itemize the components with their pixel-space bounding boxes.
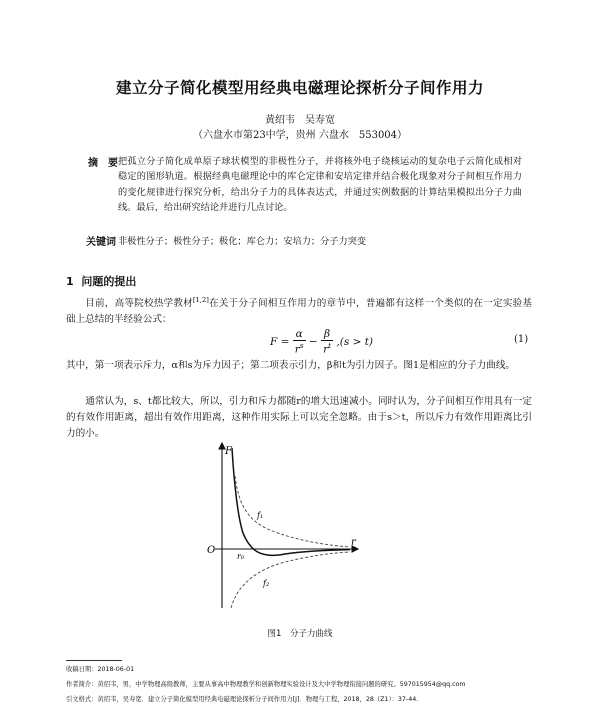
figure-caption: 图1 分子力曲线: [267, 629, 333, 639]
attractive-curve-f2: [231, 552, 350, 608]
keywords-label: 关键词: [86, 237, 116, 248]
fraction-repulsive: [293, 328, 306, 356]
numerator-alpha: α: [293, 328, 306, 341]
origin-label: O: [207, 545, 216, 556]
equation-number: (1): [514, 334, 529, 345]
formula-1: [270, 328, 373, 356]
affiliation: （六盘水市第23中学，贵州 六盘水 553004）: [192, 130, 408, 141]
paragraph-1: [66, 292, 532, 328]
abstract-label: 摘 要: [88, 158, 118, 169]
y-axis-label: F: [225, 446, 232, 457]
f1-label: f₁: [257, 511, 264, 520]
section-title: 问题的提出: [81, 275, 137, 288]
den2-exp: t: [328, 341, 332, 350]
den2-base: r: [323, 343, 329, 356]
section-number: 1: [66, 275, 74, 288]
citation-ref: [1,2]: [192, 296, 209, 304]
formula-lhs: F =: [270, 335, 290, 348]
force-curve: [232, 448, 350, 555]
x-axis-label: r: [351, 537, 356, 548]
figure-1-plot: [195, 438, 365, 618]
paper-title: 建立分子简化模型用经典电磁理论探析分子间作用力: [115, 79, 484, 97]
repulsive-curve-f1: [235, 476, 350, 547]
den1-exp: s: [299, 341, 304, 350]
footnote-citation: 引文格式：黄绍韦，吴寿宽．建立分子简化模型用经典电磁理论探析分子间作用力[J]．物理与工程，2018，28（Z1）：37-44.: [66, 696, 419, 703]
formula-minus: −: [308, 335, 318, 348]
footnote-rule: [66, 660, 122, 661]
paragraph-2: 其中，第一项表示斥力，α和s为斥力因子；第二项表示引力，β和t为引力因子。图1是相应的分子力曲线。: [66, 360, 516, 371]
f2-label: f₂: [263, 579, 270, 588]
abstract-text: 把孤立分子简化成单原子球状模型的非极性分子，并将核外电子绕核运动的复杂电子云简化成相对稳定的图形轨道。根据经典电磁理论中的库仑定律和安培定律并结合极化现象对分子间相互作用力的变化规律进行探究分析，给出分子力的具体表达式，并通过实例数据的计算结果模拟出分子力曲线。最后，给出研究结论并进行几点讨论。: [118, 156, 522, 214]
paragraph-1-post: 在关于分子间相互作用力的章节中，普遍都有这样一个类似的在一定实验基础上总结的半经验公式：: [66, 298, 532, 326]
fraction-attractive: [321, 328, 333, 356]
numerator-beta: β: [321, 328, 333, 341]
paragraph-3: 通常认为，s、t都比较大，所以，引力和斥力都随r的增大迅速减小。同时认为，分子间相互作用具有一定的有效作用距离，超出有效作用距离，这种作用实际上可以完全忽略。由于s＞t，所以斥力有效作用距离比引力的小。: [66, 396, 532, 439]
keywords-text: 非极性分子；极性分子；极化；库仑力；安培力；分子力突变: [118, 236, 367, 247]
den1-base: r: [294, 343, 300, 356]
r0-label: r₀: [237, 552, 245, 561]
section-heading: [66, 273, 136, 289]
footnote-received: 收稿日期：2018-06-01: [66, 666, 135, 673]
formula-condition: ,(s > t): [336, 335, 374, 348]
footnote-author: 作者简介：黄绍韦，男，中学物理高级教师，主要从事高中物理教学和创新物理实验设计及大中学物理衔接问题的研究。597015954@qq.com: [66, 681, 466, 688]
authors: 黄绍韦 吴寿宽: [265, 115, 335, 126]
denominator-2: [321, 341, 333, 356]
denominator-1: [293, 341, 306, 356]
paragraph-1-pre: 目前，高等院校热学教材: [85, 298, 193, 310]
